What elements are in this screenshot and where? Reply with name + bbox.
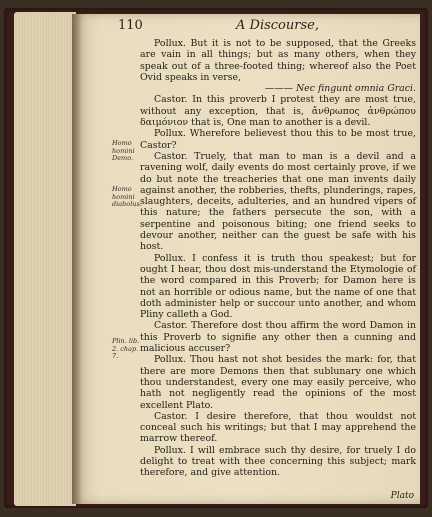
page-number: 110: [118, 18, 143, 33]
gutter-shadow: [72, 14, 82, 504]
body-text: [140, 38, 416, 479]
paragraph: Castor. In this proverb I protest they are most true, without any exception, that is, ἄνθρωπος ἀνθρώπου δαιμόνιον that is, One man to another is a devil.: [140, 94, 416, 129]
catchword: Plato: [390, 491, 414, 501]
margin-note: Homo homini diabolus.: [112, 185, 142, 208]
paragraph: Castor. I desire therefore, that thou wouldst not conceal such his writings; but that I may apprehend the marrow thereof.: [140, 410, 416, 445]
paragraph: Pollux. I will embrace such thy desire, for truely I do delight to treat with thee concerning this subject; mark therefore, and give attention.: [140, 444, 416, 479]
page-header-title: A Discourse,: [236, 18, 319, 33]
paragraph: Pollux. Wherefore believest thou this to be most true, Castor?: [140, 128, 416, 151]
margin-note: Homo homini Demo.: [112, 139, 135, 162]
paragraph: Pollux. I confess it is truth thou speakest; but for ought I hear, thou dost mis-understand the Etymologie of the word compared in this Proverb; for Damon here is not an horrible or odious name, but the name of one that doth administer help or succour unto another, and whom Pliny calleth a God.: [140, 252, 416, 321]
paragraph: Pollux. But it is not to be supposed, that the Greeks are vain in all things; but as many others, when they speak out of a three-footed thing; whereof also the Poet Ovid speaks in verse,: [140, 38, 416, 83]
paragraph: Castor. Therefore dost thou affirm the word Damon in this Proverb to signifie any other then a cunning and malicious accuser?: [140, 320, 416, 355]
verse-quote: ——— Nec fingunt omnia Graci.: [264, 83, 416, 95]
paragraph: Castor. Truely, that man to man is a devil and a ravening wolf, daily events do most certainly prove, if we do but note the treacheries that one man invents daily against another, the robberies, thefts, plunderings, rapes, slaughters, deceits, adulteries, and an hundred vipers of this nature; the fathers persecute the son, with a serpentine and poisonous biting; one friend seeks to devour another, neither can the guest be safe with his host.: [140, 150, 416, 253]
margin-note: Plin. lib. 2. chap. 7.: [112, 337, 140, 360]
page-edges: [14, 12, 76, 506]
paragraph: Pollux. Thou hast not shot besides the mark: for, that there are more Demons then that sublunary one which thou understandest, every one may easily perceive, who hath not negligently read the opinions of the most excellent Plato.: [140, 354, 416, 411]
